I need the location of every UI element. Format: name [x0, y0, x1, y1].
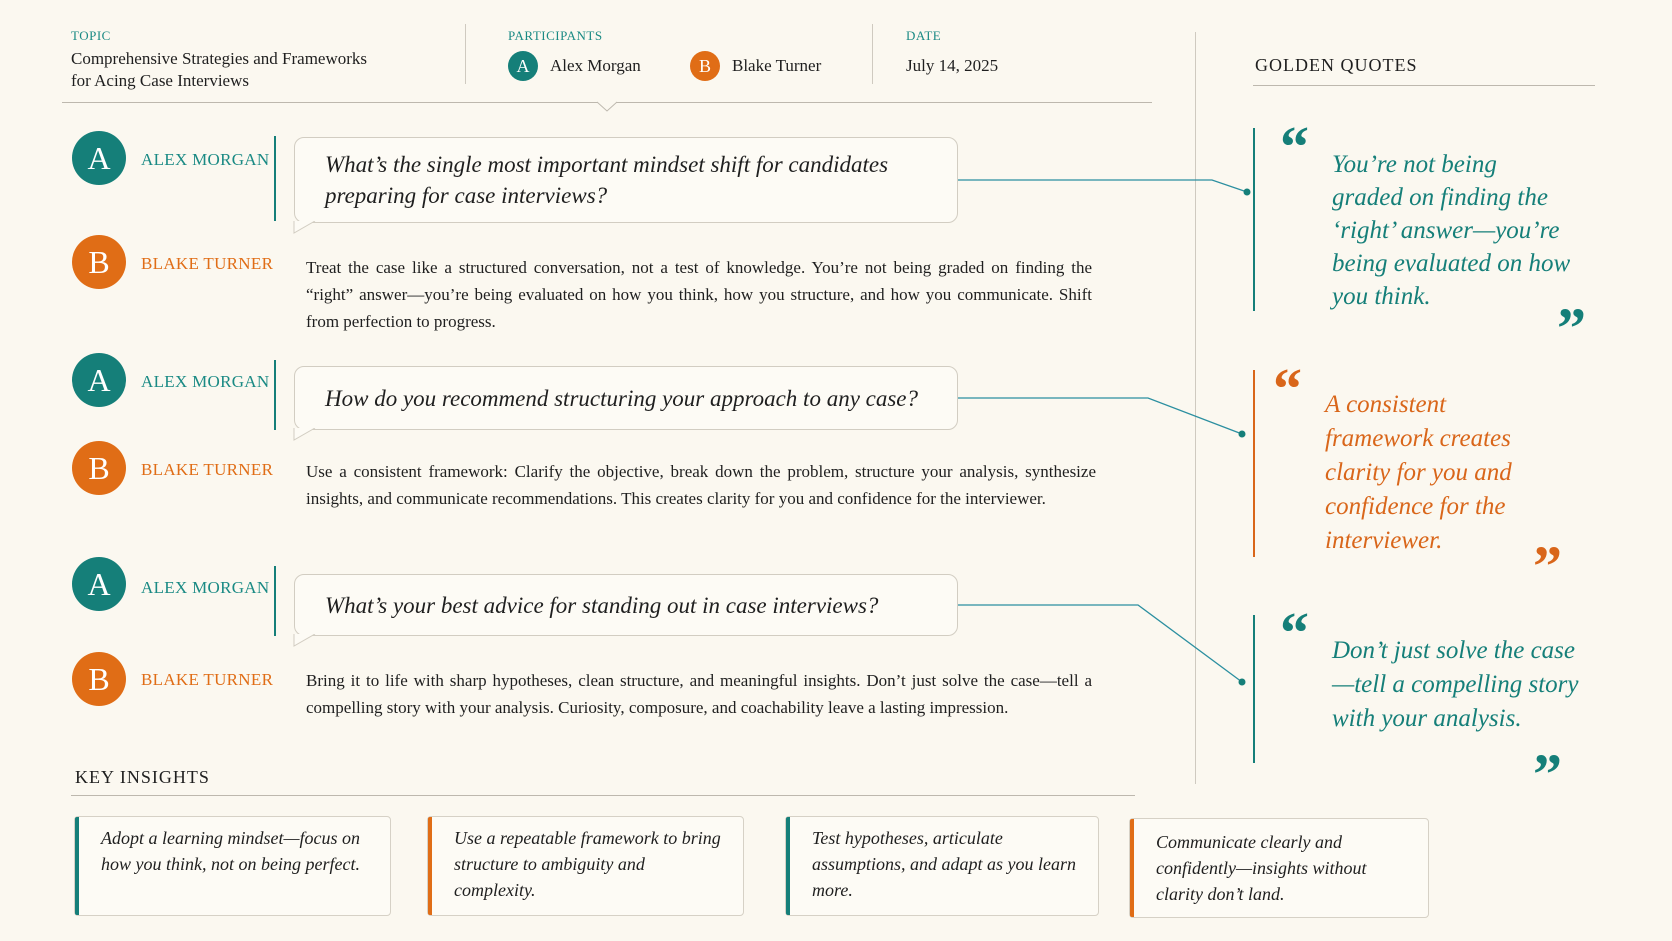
close-quote-icon: ”: [1533, 742, 1562, 807]
topic-label: TOPIC: [71, 28, 111, 43]
quote-text: Don’t just solve the case—tell a compelling story with your analysis.: [1332, 637, 1579, 732]
insight-card: [1129, 818, 1429, 918]
insight-card: [427, 816, 744, 916]
insight-text: Use a repeatable framework to bring structure to ambiguity and complexity.: [454, 828, 721, 900]
insight-accent: [75, 817, 79, 915]
insight-accent: [428, 817, 432, 915]
insight-card: [785, 816, 1099, 916]
participant-name: Alex Morgan: [550, 56, 641, 75]
speaker-name: ALEX MORGAN: [141, 578, 270, 597]
connector-2: [958, 398, 1246, 438]
question-text: What’s your best advice for standing out in case interviews?: [325, 592, 879, 618]
date-value: July 14, 2025: [906, 56, 999, 75]
speaker-avatar-a: A: [72, 557, 126, 611]
open-quote-icon: “: [1273, 356, 1302, 421]
answer-text: Use a consistent framework: Clarify the objective, break down the problem, structure your analysis, synthesize insights, and communicate recommendations. This creates clarity for you and confidence for the interviewer.: [306, 462, 1096, 508]
participants-label: PARTICIPANTS: [508, 28, 603, 43]
participant-avatar: A: [508, 51, 538, 81]
quote-bar: [1253, 128, 1255, 311]
speaker-name: ALEX MORGAN: [141, 372, 270, 391]
open-quote-icon: “: [1280, 114, 1309, 179]
answer-text: Treat the case like a structured conversation, not a test of knowledge. You’re not being graded on finding the “right” answer—you’re being evaluated on how you think, how you structure, and how you communicate. Shift from perfection to progress.: [306, 258, 1092, 331]
question-text: How do you recommend structuring your approach to any case?: [325, 385, 919, 411]
key-insights-underline: [71, 795, 1135, 796]
speaker-avatar-a: A: [72, 131, 126, 185]
question-text: What’s the single most important mindset shift for candidates preparing for case interviews?: [325, 152, 889, 208]
speaker-name: BLAKE TURNER: [141, 670, 274, 689]
speaker-avatar-b: B: [72, 652, 126, 706]
insight-text: Adopt a learning mindset—focus on how you think, not on being perfect.: [101, 828, 360, 874]
quote-text: You’re not being graded on finding the ‘right’ answer—you’re being evaluated on how you think.: [1332, 151, 1571, 310]
close-quote-icon: ”: [1533, 534, 1562, 599]
participant-name: Blake Turner: [732, 56, 822, 75]
topic-title-line2: for Acing Case Interviews: [71, 71, 249, 90]
answer-text: Bring it to life with sharp hypotheses, clean structure, and meaningful insights. Don’t just solve the case—tell a compelling story with your analysis. Curiosity, composure, and coachability leave a lasting impression.: [306, 671, 1092, 717]
insight-text: Test hypotheses, articulate assumptions, and adapt as you learn more.: [812, 828, 1077, 900]
topic-title-line1: Comprehensive Strategies and Frameworks: [71, 49, 368, 68]
quote-bar: [1253, 615, 1255, 763]
date-label: DATE: [906, 28, 942, 43]
speaker-avatar-b: B: [72, 441, 126, 495]
speaker-name: BLAKE TURNER: [141, 254, 274, 273]
insight-text: Communicate clearly and confidently—insights without clarity don’t land.: [1156, 832, 1367, 904]
connector-1: [958, 180, 1251, 196]
open-quote-icon: “: [1280, 600, 1309, 665]
participant-avatar: B: [690, 51, 720, 81]
connector-3: [958, 605, 1246, 686]
speaker-name: BLAKE TURNER: [141, 460, 274, 479]
speaker-avatar-b: B: [72, 235, 126, 289]
insight-card: [74, 816, 391, 916]
golden-quotes-underline: [1253, 85, 1595, 86]
speaker-name: ALEX MORGAN: [141, 150, 270, 169]
quote-bar: [1253, 370, 1255, 557]
quote-text: A consistent framework creates clarity for you and confidence for the interviewer.: [1325, 391, 1512, 554]
insight-accent: [1130, 819, 1134, 917]
close-quote-icon: ”: [1557, 296, 1586, 361]
speaker-avatar-a: A: [72, 353, 126, 407]
key-insights-title: KEY INSIGHTS: [75, 767, 210, 787]
golden-quotes-title: GOLDEN QUOTES: [1255, 55, 1418, 75]
insight-accent: [786, 817, 790, 915]
